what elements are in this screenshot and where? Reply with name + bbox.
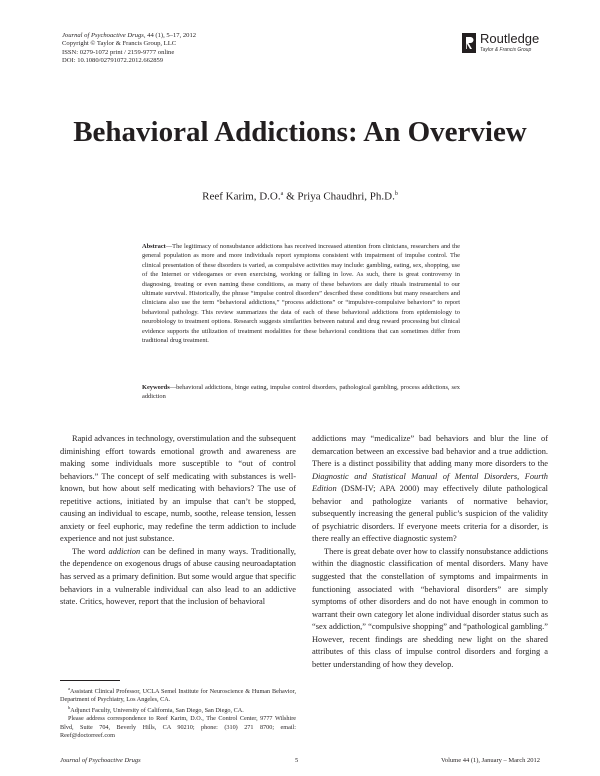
- author-1: Reef Karim, D.O.: [202, 190, 281, 203]
- footnote-b: [60, 704, 296, 715]
- routledge-logo-icon: [462, 33, 476, 53]
- citation-journal: Journal of Psychoactive Drugs: [62, 32, 144, 39]
- publisher-logo: [462, 32, 582, 58]
- footnote-a: [60, 685, 296, 704]
- keywords-text: behavioral addictions, binge eating, impulse control disorders, pathological gambling, process addictions, sex addiction: [142, 384, 460, 401]
- doi-line: DOI: 10.1080/02791072.2012.662859: [62, 57, 164, 65]
- citation-line: [62, 32, 196, 40]
- author-joiner: &: [283, 190, 298, 203]
- footer-volume: Volume 44 (1), January – March 2012: [441, 757, 540, 764]
- author-2-affiliation-mark: b: [394, 191, 398, 197]
- abstract-text: The legitimacy of nonsubstance addictions has received increased attention from clinicians, researchers and the general population as more and more individuals report symptoms consistent with impairment of impulse control. The clinical presentation of these disorders is varied, as compulsive activities may include: gambling, eating, sex, shopping, use of the Internet or videogames or even exercising, working or falling in love. As such, there is great controversy in diagnosing, treating or even naming these conditions, as many of these behaviors are daily rituals instrumental to our ultimate survival. Historically, the phrase “impulse control disorders” described these conditions but many researchers and clinicians also use the term “behavioral addictions,” “process addictions” or “impulsive-compulsive behaviors” to report behavioral pathology. This review summarizes the data of each of these behavioral addictions from epidemiology to neurobiology to treatment options. Research suggests similarities between natural and drug reward processing but clinical evidence supports the utilization of treatment modalities for these behavioral conditions that can sometimes differ from traditional drug treatment.: [142, 243, 460, 345]
- body-paragraph: [60, 546, 296, 609]
- footnotes: [60, 685, 296, 740]
- footnote-mark: a: [68, 686, 70, 691]
- citation-details: , 44 (1), 5–17, 2012: [143, 32, 197, 39]
- body-emphasis: addiction: [108, 546, 141, 556]
- abstract-label: Abstract: [142, 243, 166, 250]
- keywords-label: Keywords: [142, 384, 170, 391]
- publisher-name: Routledge: [480, 31, 540, 46]
- body-paragraph: Rapid advances in technology, overstimulation and the subsequent diminishing effort towards emotional growth and awareness are making some individuals more susceptible to “out of control behaviors.” The concept of self medicating with substances is well-known, but how about self medicating with behaviors? The use of repetitive actions, initiated by an impulse that can’t be stopped, causing an individual to escape, numb, soothe, release tension, lessen anxiety or feel euphoric, may redefine the term addiction to include experience and not just substance.: [60, 434, 296, 544]
- publisher-tagline: Taylor & Francis Group: [480, 47, 532, 53]
- author-2: Priya Chaudhri, Ph.D.: [297, 190, 395, 203]
- author-line: [0, 187, 600, 204]
- body-text: addictions may “medicalize” bad behaviors and blur the line of demarcation between an excessive bad behavior and a true addiction. There is a distinct possibility that adding many more disorders to the: [312, 434, 548, 469]
- body-column-right: [312, 433, 548, 671]
- body-column-left: [60, 433, 296, 609]
- footnote-correspondence: Please address correspondence to Reef Karim, D.O., The Control Center, 9777 Wilshire Blvd, Suite 704, Beverly Hills, CA 90210; phone: (310) 271 8700; email: Reef@doctorreef.com: [60, 715, 296, 739]
- page-number: 5: [295, 757, 299, 764]
- body-emphasis: Diagnostic and Statistical Manual of Mental Disorders, Fourth Edition: [312, 471, 548, 494]
- footnote-mark: b: [68, 705, 71, 711]
- issn-line: ISSN: 0279-1072 print / 2159-9777 online: [62, 48, 175, 56]
- body-paragraph: [312, 433, 548, 546]
- abstract: [142, 242, 460, 345]
- footnote-divider: [60, 680, 120, 681]
- keywords-dash: —: [169, 384, 177, 391]
- author-1-affiliation-mark: a: [280, 191, 284, 197]
- body-text: can be defined in many ways. Traditionally, the dependence on exogenous drugs of abuse causing neuroadaptation has served as a primary definition. But some would argue that specific behaviors in a vulnerable individual can also lead to an addictive state. Critics, however, report that the inclusion of behavioral: [60, 546, 296, 607]
- body-text: (DSM-IV; APA 2000) may effectively dilute pathological behavior and pathologize variants of normative behavior, subsequently increasing the general public’s suspicion of the validity of psychiatric disorders. If everyone meets criteria for a disorder, is there really an effective diagnostic system?: [312, 484, 548, 544]
- journal-metadata: [62, 32, 196, 66]
- body-text: The word: [72, 546, 109, 556]
- abstract-dash: —: [165, 243, 173, 250]
- keywords: [142, 383, 460, 402]
- footnote-text: Adjunct Faculty, University of California, San Diego, San Diego, CA.: [70, 707, 244, 715]
- copyright-line: Copyright © Taylor & Francis Group, LLC: [62, 40, 177, 48]
- footer-journal: Journal of Psychoactive Drugs: [60, 757, 141, 764]
- body-paragraph: There is great debate over how to classify nonsubstance addictions within the diagnostic classification of mental disorders. Many have suggested that the constellation of symptoms and impairments in functioning associated with “behavioral disorders” are simply symptoms of other disorders and do not have enough in common to warrant their own category let alone individual disorder status such as “sex addiction,” “compulsive shopping” and “pathological gambling.” However, recent findings are shedding new light on the shared attributes of this class of impulse control disorders and forging a better understanding of how they develop.: [312, 546, 548, 669]
- footnote-text: Assistant Clinical Professor, UCLA Semel Institute for Neuroscience & Human Behavior, Department of Psychiatry, Los Angeles, CA.: [60, 688, 296, 704]
- article-title: Behavioral Addictions: An Overview: [73, 116, 527, 148]
